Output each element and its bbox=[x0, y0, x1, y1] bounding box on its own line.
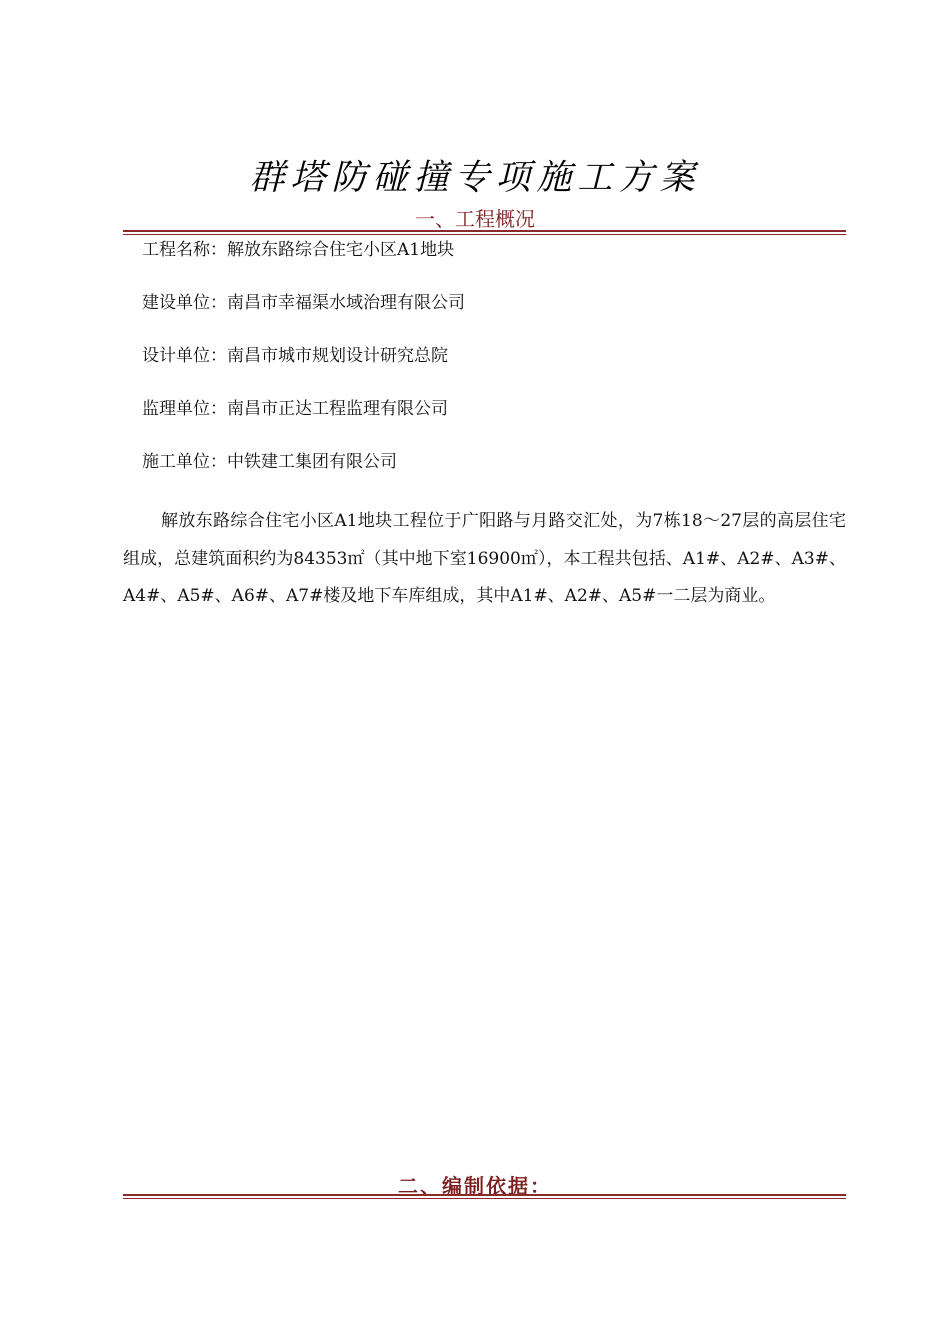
info-label: 监理单位： bbox=[142, 399, 227, 419]
info-value: 中铁建工集团有限公司 bbox=[227, 452, 397, 472]
info-row-supervisor bbox=[142, 399, 448, 419]
info-value: 南昌市幸福渠水域治理有限公司 bbox=[227, 293, 465, 313]
info-row-contractor bbox=[142, 452, 397, 472]
info-value: 解放东路综合住宅小区A1地块 bbox=[227, 240, 455, 260]
info-label: 施工单位： bbox=[142, 452, 227, 472]
info-row-project-name bbox=[142, 240, 454, 260]
project-description: 解放东路综合住宅小区A1地块工程位于广阳路与月路交汇处，为7栋18～27层的高层住宅组成，总建筑面积约为84353㎡（其中地下室16900㎡），本工程共包括、A1#、A2#、A3#、A4#、A5#、A6#、A7#楼及地下车库组成，其中A1#、A2#、A5#一二层为商业。 bbox=[123, 511, 846, 606]
section-heading-overview: 一、工程概况 bbox=[415, 207, 535, 231]
info-value: 南昌市城市规划设计研究总院 bbox=[227, 346, 448, 366]
info-value: 南昌市正达工程监理有限公司 bbox=[227, 399, 448, 419]
section-divider bbox=[123, 230, 846, 235]
section-divider bbox=[123, 1194, 846, 1199]
document-title: 群塔防碰撞专项施工方案 bbox=[249, 158, 701, 198]
info-row-owner bbox=[142, 293, 465, 313]
info-row-designer bbox=[142, 346, 448, 366]
info-label: 建设单位： bbox=[142, 293, 227, 313]
info-label: 设计单位： bbox=[142, 346, 227, 366]
info-label: 工程名称： bbox=[142, 240, 227, 260]
section-heading-basis: 二、编制依据： bbox=[398, 1174, 552, 1198]
